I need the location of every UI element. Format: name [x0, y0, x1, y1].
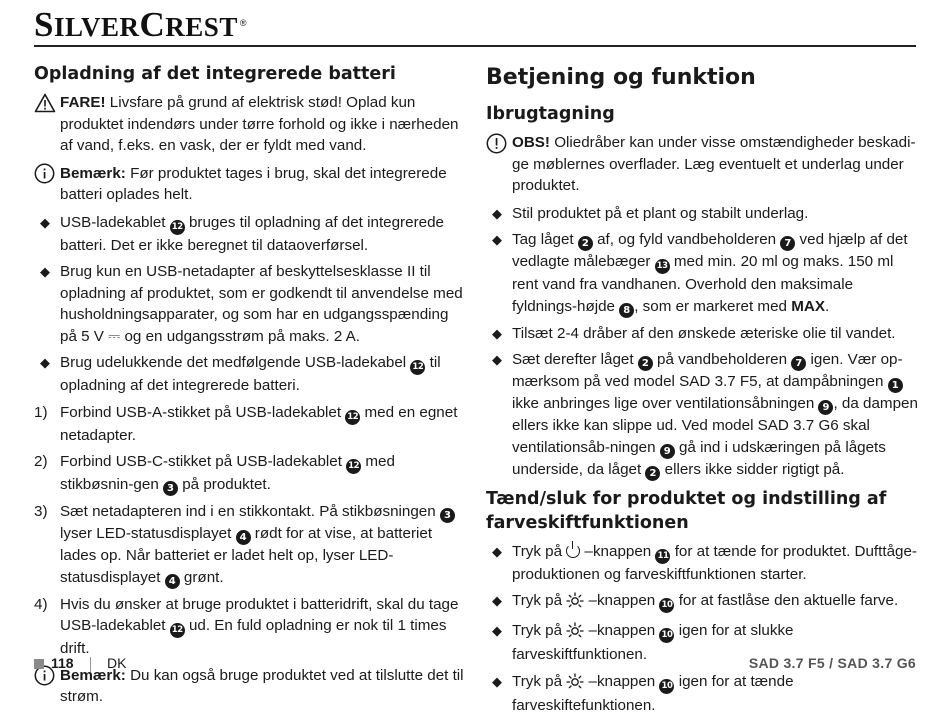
step-3: 3) Sæt netadapteren ind i en stikkontakt. På stikbøsningen 3 lyser LED-statusdisplayet 4 rødt for at vise, at batteriet lades op. Når batteriet er ladet helt op, lyser LED-statusdisplayet 4 grønt. [34, 501, 466, 589]
diamond-bullet-icon: ◆ [492, 205, 502, 221]
model-number: SAD 3.7 F5 / SAD 3.7 G6 [748, 655, 916, 671]
ref-number: 12 [345, 410, 360, 425]
ref-number: 3 [440, 508, 455, 523]
ref-number: 10 [659, 598, 674, 613]
diamond-bullet-icon: ◆ [492, 543, 502, 559]
silvercrest-logo: SILVERCREST ® [34, 5, 247, 44]
info-text-power: Bemærk: Du kan også bruge produktet ved at tilslutte det til strøm. [60, 666, 464, 705]
ref-number: 13 [655, 259, 670, 274]
list-item: ◆ Tryk på –knappen 10 igen for at slukke farveskiftfunktionen. [486, 620, 918, 666]
left-column [34, 62, 466, 714]
ref-number: 12 [170, 220, 185, 235]
list-item: ◆ USB-ladekablet 12 bruges til opladning af det integrerede batteri. Det er ikke beregnet til dataoverførsel. [34, 212, 466, 257]
ref-number: 9 [818, 400, 833, 415]
footer-square-icon [34, 659, 44, 669]
ref-number: 2 [638, 356, 653, 371]
diamond-bullet-icon: ◆ [492, 352, 502, 367]
ref-number: 4 [236, 530, 251, 545]
ref-number: 1 [888, 378, 903, 393]
list-item: ◆ Tilsæt 2-4 dråber af den ønskede æteriske olie til vandet. [486, 323, 918, 345]
warning-triangle-icon [34, 92, 60, 114]
info-circle-icon [34, 163, 60, 185]
list-item: ◆ Tryk på –knappen 10 igen for at tænde farveskiftefunktionen. [486, 671, 918, 717]
list-item: ◆ Tryk på –knappen 11 for at tænde for produktet. Dufttåge-produktionen og farveskiftfunktionen starter. [486, 541, 918, 586]
list-item: ◆ Stil produktet på et plant og stabilt underlag. [486, 203, 918, 225]
obs-note [486, 132, 918, 197]
right-column [486, 62, 918, 722]
diamond-bullet-icon: ◆ [492, 325, 502, 341]
ref-number: 2 [645, 466, 660, 481]
footer-divider [90, 657, 91, 672]
header-rule [34, 45, 916, 47]
ref-number: 8 [619, 303, 634, 318]
ref-number: 11 [655, 549, 670, 564]
ref-number: 4 [165, 574, 180, 589]
diamond-bullet-icon: ◆ [492, 673, 502, 689]
info-text-battery: Bemærk: Før produktet tages i brug, skal det integrerede batteri oplades helt. [60, 164, 447, 203]
obs-text: OBS! Oliedråber kan under visse omstændigheder beskadi-ge møblernes overflader. Læg eventuelt et underlag under produktet. [512, 134, 916, 194]
step-1: 1) Forbind USB-A-stikket på USB-ladekablet 12 med en egnet netadapter. [34, 403, 458, 444]
list-item: ◆ Tag låget 2 af, og fyld vandbeholderen 7 ved hjælp af det vedlagte målebæger 13 med min. 20 ml og maks. 150 ml rent vand fra vandhanen. Overhold den maksimale fyldnings-højde 8 , som er markeret med MAX. [486, 229, 918, 318]
light-sun-icon [566, 673, 584, 696]
ref-number: 7 [791, 356, 806, 371]
info-note-battery [34, 163, 466, 206]
diamond-bullet-icon: ◆ [492, 622, 502, 638]
page-number: 118 [51, 655, 74, 671]
power-icon [566, 544, 580, 558]
ref-number: 2 [578, 236, 593, 251]
list-item: ◆ Sæt derefter låget 2 på vandbeholderen 7 igen. Vær op-mærksom på ved model SAD 3.7 F5, at dampåbningen 1 ikke anbringes lige over ventilationsåbningen 9 , da dampen ellers ikke kan slippe ud. Ved model SAD 3.7 G6 skal ventilationsåb-ningen 9 gå ind i udskæringen på lågets underside, da låget 2 ellers ikke sidder rigtigt på. [486, 349, 918, 481]
diamond-bullet-icon: ◆ [40, 264, 50, 279]
ref-number: 3 [163, 481, 178, 496]
ref-number: 12 [410, 360, 425, 375]
diamond-bullet-icon: ◆ [492, 593, 502, 608]
list-item: ◆ Tryk på –knappen 10 for at fastlåse den aktuelle farve. [486, 590, 918, 615]
step-2: 2) Forbind USB-C-stikket på USB-ladekablet 12 med stikbøsnin-gen 3 på produktet. [34, 453, 395, 494]
ref-number: 12 [170, 623, 185, 638]
diamond-bullet-icon: ◆ [492, 232, 502, 247]
ref-number: 12 [346, 459, 361, 474]
diamond-bullet-icon: ◆ [40, 214, 50, 230]
warning-note [34, 92, 466, 157]
page-title: Betjening og funktion [486, 65, 756, 90]
ref-number: 7 [780, 236, 795, 251]
step-4: 4) Hvis du ønsker at bruge produktet i batteridrift, skal du tage USB-ladekablet 12 ud. En fuld opladning er nok til 1 times drift. [34, 595, 459, 657]
diamond-bullet-icon: ◆ [40, 355, 50, 370]
section-heading-taend-sluk: Tænd/sluk for produktet og indstilling af farveskiftfunktionen [486, 488, 887, 533]
page-footer [34, 655, 916, 675]
warning-text: FARE! Livsfare på grund af elektrisk stød! Oplad kun produktet indendørs under tørre forhold og ikke i nærheden af vand, f.eks. en vask, der er fyldt med vand. [60, 94, 459, 154]
ref-number: 10 [659, 679, 674, 694]
section-heading-charging: Opladning af det integrerede batteri [34, 64, 396, 84]
list-item: ◆ Brug kun en USB-netadapter af beskyttelsesklasse II til opladning af produktet, som er godkendt til anvendelse med husholdningsapparater, og som har en udgangsspænding på 5 V ⎓ og en udgangsstrøm på maks. 2 A. [34, 261, 466, 347]
language-code: DK [107, 655, 127, 671]
light-sun-icon [566, 592, 584, 615]
section-heading-ibrugtagning: Ibrugtagning [486, 104, 615, 124]
ref-number: 9 [660, 444, 675, 459]
light-sun-icon [566, 622, 584, 645]
ref-number: 10 [659, 628, 674, 643]
list-item: ◆ Brug udelukkende det medfølgende USB-ladekabel 12 til opladning af det integrerede batteri. [34, 352, 466, 397]
exclamation-circle-icon [486, 132, 512, 154]
